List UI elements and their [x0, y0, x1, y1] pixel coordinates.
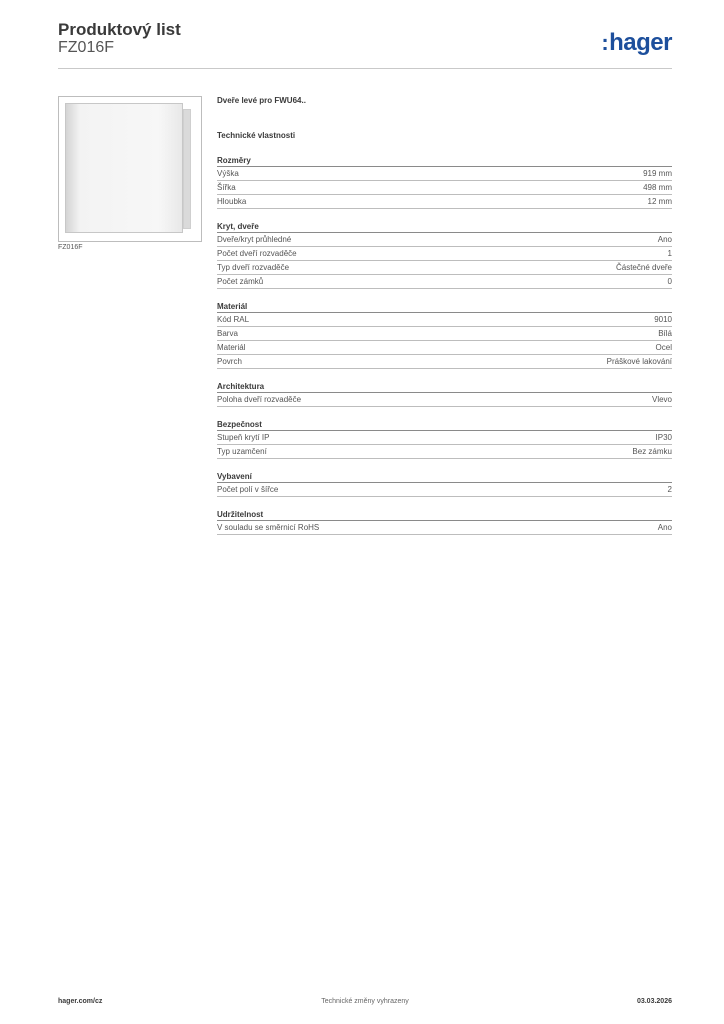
spec-row — [217, 393, 672, 407]
product-code: FZ016F — [58, 39, 115, 56]
spec-value: Ano — [657, 235, 672, 244]
spec-section — [217, 221, 672, 289]
spec-row — [217, 355, 672, 369]
spec-value: 498 mm — [643, 183, 672, 192]
section-title: Vybavení — [217, 471, 672, 483]
spec-value: 12 mm — [647, 197, 672, 206]
spec-section — [217, 471, 672, 497]
spec-section — [217, 381, 672, 407]
door-edge-picture — [183, 109, 191, 229]
spec-label: Počet dveří rozvaděče — [217, 249, 297, 258]
footer-website: hager.com/cz — [58, 998, 103, 1005]
document-title: Produktový list — [58, 20, 181, 39]
spec-section — [217, 301, 672, 369]
footer-notice: Technické změny vyhrazeny — [321, 998, 409, 1005]
spec-label: Výška — [217, 169, 239, 178]
image-caption: FZ016F — [58, 244, 83, 251]
spec-label: Typ dveří rozvaděče — [217, 263, 290, 272]
spec-value: Částečné dveře — [615, 263, 672, 272]
specification-content — [217, 96, 672, 535]
spec-value: IP30 — [655, 433, 672, 442]
logo-text: hager — [609, 29, 672, 56]
spec-value: Vlevo — [651, 395, 672, 404]
spec-label: V souladu se směrnicí RoHS — [217, 523, 320, 532]
spec-label: Poloha dveří rozvaděče — [217, 395, 302, 404]
door-panel-picture — [65, 103, 183, 233]
spec-section — [217, 509, 672, 535]
spec-section — [217, 155, 672, 209]
spec-row — [217, 431, 672, 445]
spec-row — [217, 261, 672, 275]
spec-label: Počet polí v šířce — [217, 485, 279, 494]
spec-row — [217, 327, 672, 341]
spec-row — [217, 275, 672, 289]
spec-label: Hloubka — [217, 197, 247, 206]
product-name: Dveře levé pro FWU64.. — [217, 96, 306, 105]
spec-value: 0 — [667, 277, 672, 286]
spec-row — [217, 167, 672, 181]
page-footer — [58, 998, 672, 1008]
spec-value: Bez zámku — [632, 447, 672, 456]
spec-value: 919 mm — [643, 169, 672, 178]
section-title: Bezpečnost — [217, 419, 672, 431]
section-title: Udržitelnost — [217, 509, 672, 521]
spec-label: Materiál — [217, 343, 246, 352]
spec-label: Šířka — [217, 183, 236, 192]
hager-logo: :hager — [601, 29, 672, 56]
spec-value: 9010 — [654, 315, 672, 324]
spec-value: Bílá — [658, 329, 672, 338]
page-header — [58, 20, 672, 70]
spec-value: Ano — [657, 523, 672, 532]
spec-row — [217, 521, 672, 535]
section-title: Kryt, dveře — [217, 221, 672, 233]
spec-sections — [217, 155, 672, 535]
header-divider — [58, 68, 672, 69]
spec-label: Typ uzamčení — [217, 447, 267, 456]
spec-row — [217, 181, 672, 195]
spec-row — [217, 483, 672, 497]
spec-row — [217, 341, 672, 355]
spec-row — [217, 195, 672, 209]
product-image — [58, 96, 202, 242]
section-title: Rozměry — [217, 155, 672, 167]
spec-row — [217, 247, 672, 261]
spec-row — [217, 445, 672, 459]
section-title: Architektura — [217, 381, 672, 393]
spec-row — [217, 313, 672, 327]
spec-label: Stupeň krytí IP — [217, 433, 270, 442]
spec-value: Ocel — [655, 343, 672, 352]
spec-row — [217, 233, 672, 247]
spec-value: 2 — [667, 485, 672, 494]
spec-value: Práškové lakování — [606, 357, 672, 366]
spec-label: Kód RAL — [217, 315, 250, 324]
spec-label: Dveře/kryt průhledné — [217, 235, 292, 244]
spec-label: Počet zámků — [217, 277, 264, 286]
spec-label: Barva — [217, 329, 238, 338]
footer-date: 03.03.2026 — [636, 998, 672, 1005]
spec-section — [217, 419, 672, 459]
spec-value: 1 — [667, 249, 672, 258]
section-title: Materiál — [217, 301, 672, 313]
technical-properties-title: Technické vlastnosti — [217, 131, 296, 140]
spec-label: Povrch — [217, 357, 242, 366]
